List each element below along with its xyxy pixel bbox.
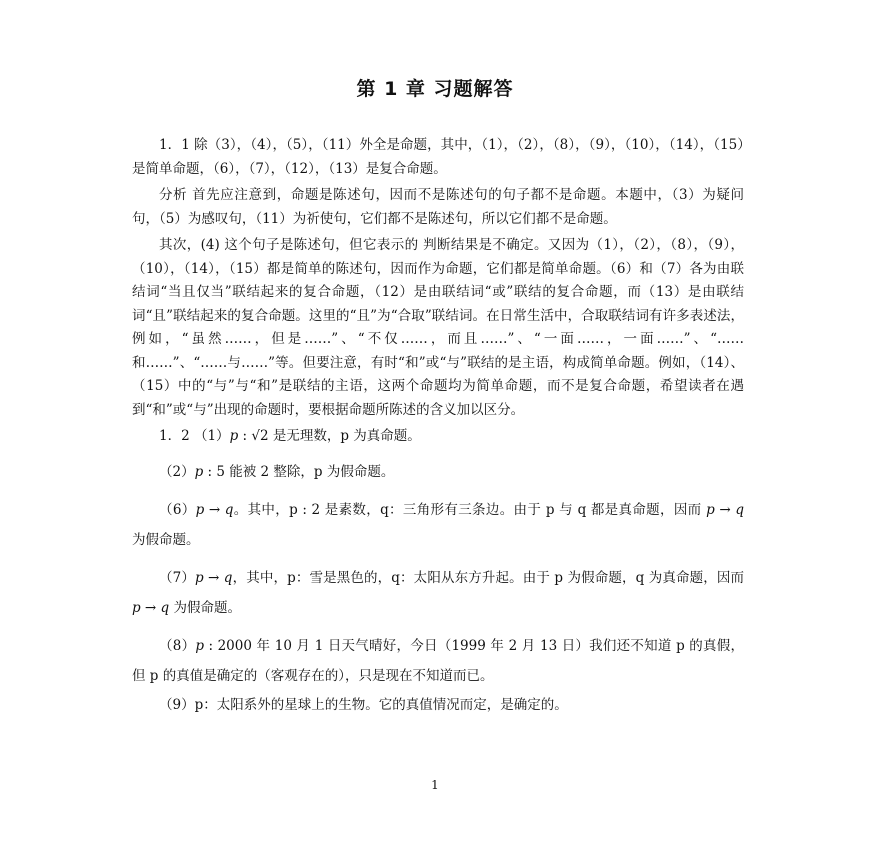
item-7: （7）p → q，其中，p：雪是黑色的，q：太阳从东方升起。由于 p 为假命题，q 为真命题，因而 p → q 为假命题。	[132, 569, 744, 616]
paragraph-analysis: 分析 首先应注意到，命题是陈述句，因而不是陈述句的句子都不是命题。本题中，（3）为疑问句，（5）为感叹句，（11）为祈使句，它们都不是陈述句，所以它们都不是命题。	[132, 187, 744, 227]
item-8: （8）p : 2000 年 10 月 1 日天气晴好，今日（1999 年 2 月 13 日）我们还不知道 p 的真假，但 p 的真值是确定的（客观存在的），只是现在不知道而已。	[132, 637, 745, 684]
paragraph-next: 其次，(4) 这个句子是陈述句，但它表示的 判断结果是不确定。又因为（1），（2），（8），（9），（10），（14），（15）都是简单的陈述句，因而作为命题，它们都是简单命题。（6）和（7）各为由联结词“当且仅当”联结起来的复合命题，（12）是由联结词“或”联结的复合命题，而（13）是由联结词“且”联结起来的复合命题。这里的“且”为“合取”联结词。在日常生活中，合取联结词有许多表述法，例如，“虽然……，但是……”、“不仅……，而且……”、“一面……，一面……”、“……和……”、“……与……”等。但要注意，有时“和”或“与”联结的是主语，构成简单命题。例如，（14）、（15）中的“与”与“和”是联结的主语，这两个命题均为简单命题，而不是复合命题，希望读者在遇到“和”或“与”出现的命题时，要根据命题所陈述的含义加以区分。	[132, 237, 744, 418]
page-number: 1	[431, 778, 439, 792]
implication-formula: p → q	[706, 501, 744, 518]
implication-formula: p → q	[194, 569, 233, 586]
item-6: （6）p → q。其中，p : 2 是素数，q：三角形有三条边。由于 p 与 q 都是真命题，因而 p → q 为假命题。	[132, 501, 744, 548]
sqrt-expression: √2	[251, 428, 269, 444]
chapter-title: 第 1 章 习题解答	[356, 78, 514, 100]
implication-formula: p → q	[195, 501, 234, 518]
item-9: （9）p：太阳系外的星球上的生物。它的真值情况而定，是确定的。	[159, 696, 568, 713]
item-2: （2）p : 5 能被 2 整除，p 为假命题。	[159, 463, 395, 480]
item-1-2-1: 1．2 （1）p : √2 是无理数，p 为真命题。	[159, 428, 421, 444]
document-body	[132, 134, 744, 720]
paragraph-1-1: 1．1 除（3），（4），（5），（11）外全是命题，其中，（1），（2），（8），（9），（10），（14），（15）是简单命题，（6），（7），（12），（13）是复合命题。	[132, 137, 744, 177]
implication-formula: p → q	[132, 599, 170, 616]
